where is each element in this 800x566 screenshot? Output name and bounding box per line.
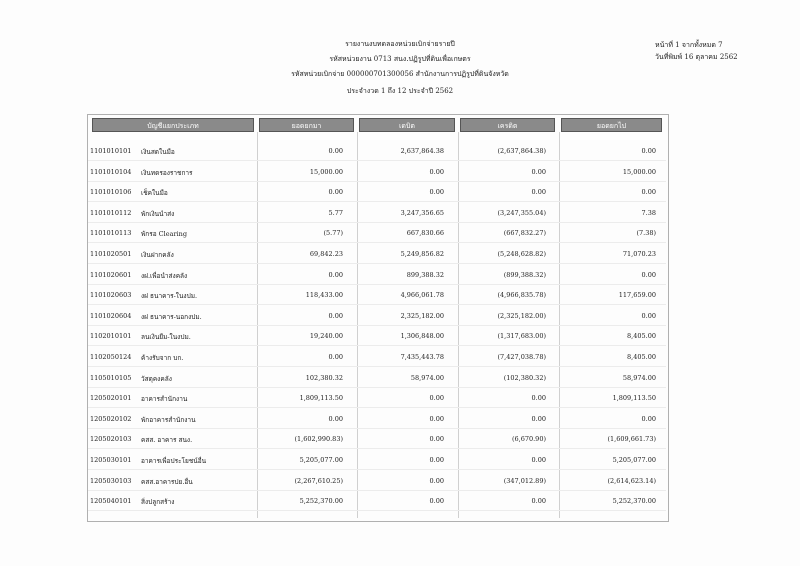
credit-value: 0.00 bbox=[531, 167, 546, 176]
account-code: 1101020501 bbox=[90, 250, 132, 258]
table-row bbox=[88, 429, 666, 449]
agency-code: รหัสหน่วยงาน 0713 สนง.ปฏิรูปที่ดินเพื่อเกษตร bbox=[329, 55, 471, 63]
account-code: 1205030103 bbox=[90, 476, 132, 485]
print-date: วันที่พิมพ์ 16 ตุลาคม 2562 bbox=[655, 53, 738, 61]
brought-forward-value: 5,205,077.00 bbox=[299, 456, 343, 464]
credit-value: (6,670.90) bbox=[511, 435, 546, 444]
brought-forward-value: 0.00 bbox=[328, 311, 343, 320]
credit-value: (2,325,182.00) bbox=[497, 311, 546, 320]
account-code: 1205040101 bbox=[90, 497, 132, 506]
credit-value: (899,388.32) bbox=[503, 270, 546, 279]
debit-value: 0.00 bbox=[429, 435, 444, 444]
carried-forward-value: 0.00 bbox=[641, 270, 656, 279]
account-code: 1102050124 bbox=[90, 353, 132, 361]
account-code: 1101020603 bbox=[90, 291, 132, 300]
credit-value: 0.00 bbox=[531, 497, 546, 506]
account-name: เช็คในมือ bbox=[141, 189, 168, 198]
debit-value: 899,388.32 bbox=[406, 270, 444, 279]
table-row bbox=[88, 306, 666, 326]
brought-forward-value: 102,380.32 bbox=[305, 373, 343, 382]
col-header-account: บัญชีแยกประเภท bbox=[92, 118, 254, 132]
carried-forward-value: 0.00 bbox=[641, 188, 656, 197]
account-code: 1105010105 bbox=[90, 373, 132, 382]
account-name: พักอาคารสำนักงาน bbox=[141, 415, 196, 424]
debit-value: 0.00 bbox=[429, 188, 444, 197]
carried-forward-value: 58,974.00 bbox=[622, 373, 656, 382]
carried-forward-value: 1,809,113.50 bbox=[612, 394, 656, 403]
table-row bbox=[88, 368, 666, 388]
account-name: อาคารสำนักงาน bbox=[141, 395, 188, 404]
table-row bbox=[88, 409, 666, 429]
credit-value: 0.00 bbox=[531, 414, 546, 423]
account-code: 1101010106 bbox=[90, 188, 132, 197]
brought-forward-value: (5.77) bbox=[323, 229, 343, 238]
brought-forward-value: 15,000.00 bbox=[309, 167, 343, 176]
account-name: พักรอ Clearing bbox=[141, 230, 187, 239]
debit-value: 2,325,182.00 bbox=[400, 311, 444, 320]
account-name: งฝ.เพื่อนำส่งคลัง bbox=[141, 271, 188, 280]
debit-value: 58,974.00 bbox=[410, 373, 444, 382]
account-name: ค้างรับจาก บก. bbox=[141, 354, 184, 362]
table-row bbox=[88, 326, 666, 346]
account-name: คสส. อาคาร สนง. bbox=[141, 436, 193, 445]
account-name: วัสดุคงคลัง bbox=[141, 374, 172, 383]
report-title: รายงานงบทดลองหน่วยเบิกจ่ายรายปี bbox=[345, 40, 455, 48]
account-code: 1102010101 bbox=[90, 332, 132, 341]
debit-value: 0.00 bbox=[429, 394, 444, 403]
debit-value: 7,435,443.78 bbox=[400, 353, 444, 361]
debit-value: 667,830.66 bbox=[406, 229, 444, 238]
account-code: 1101020604 bbox=[90, 311, 132, 320]
carried-forward-value: 0.00 bbox=[641, 311, 656, 320]
carried-forward-value: (7.38) bbox=[636, 229, 656, 238]
debit-value: 5,249,856.82 bbox=[400, 250, 444, 258]
carried-forward-value: 5,205,077.00 bbox=[612, 456, 656, 464]
debit-value: 0.00 bbox=[429, 497, 444, 506]
account-code: 1101010101 bbox=[90, 147, 132, 155]
carried-forward-value: 0.00 bbox=[641, 414, 656, 423]
carried-forward-value: 117,659.00 bbox=[618, 291, 656, 300]
account-name: อาคารเพื่อประโยชน์อื่น bbox=[141, 457, 207, 465]
table-row bbox=[88, 223, 666, 243]
debit-value: 0.00 bbox=[429, 456, 444, 464]
debit-value: 4,966,061.78 bbox=[400, 291, 444, 300]
account-code: 1101020601 bbox=[90, 270, 132, 279]
brought-forward-value: 5,252,370.00 bbox=[299, 497, 343, 506]
credit-value: (1,317,683.00) bbox=[497, 332, 546, 341]
disbursement-unit: รหัสหน่วยเบิกจ่าย 000000701300056 สำนักงานการปฏิรูปที่ดินจังหวัด bbox=[291, 70, 509, 78]
debit-value: 0.00 bbox=[429, 167, 444, 176]
table-row bbox=[88, 244, 666, 264]
account-code: 1205020103 bbox=[90, 435, 132, 444]
credit-value: (3,247,355.04) bbox=[497, 208, 546, 217]
carried-forward-value: 15,000.00 bbox=[622, 167, 656, 176]
credit-value: (667,832.27) bbox=[503, 229, 546, 238]
carried-forward-value: (1,609,661.73) bbox=[607, 435, 656, 444]
brought-forward-value: 5.77 bbox=[328, 208, 343, 217]
col-header-credit: เครดิต bbox=[460, 118, 555, 132]
table-row bbox=[88, 450, 666, 470]
col-header-debit: เดบิต bbox=[359, 118, 455, 132]
credit-value: 0.00 bbox=[531, 188, 546, 197]
account-code: 1101010104 bbox=[90, 167, 132, 176]
account-code: 1101010113 bbox=[90, 229, 132, 238]
col-header-carried-forward: ยอดยกไป bbox=[561, 118, 662, 132]
table-row bbox=[88, 203, 666, 223]
credit-value: (347,012.89) bbox=[503, 476, 546, 485]
credit-value: (102,380.32) bbox=[503, 373, 546, 382]
account-name: เงินฝากคลัง bbox=[141, 251, 174, 259]
account-code: 1205030101 bbox=[90, 456, 132, 464]
account-name: สิ่งปลูกสร้าง bbox=[141, 498, 175, 507]
table-row bbox=[88, 265, 666, 285]
col-header-brought-forward: ยอดยกมา bbox=[259, 118, 354, 132]
carried-forward-value: 71,070.23 bbox=[622, 250, 656, 258]
account-name: ลนเงินยืม-ในงปม. bbox=[141, 333, 191, 342]
carried-forward-value: 0.00 bbox=[641, 147, 656, 155]
period: ประจำงวด 1 ถึง 12 ประจำปี 2562 bbox=[346, 87, 454, 95]
carried-forward-value: 7.38 bbox=[641, 208, 656, 217]
brought-forward-value: 0.00 bbox=[328, 414, 343, 423]
table-row bbox=[88, 471, 666, 491]
credit-value: (4,966,835.78) bbox=[497, 291, 546, 300]
account-name: เงินสดในมือ bbox=[141, 148, 175, 156]
debit-value: 0.00 bbox=[429, 476, 444, 485]
brought-forward-value: 69,842.23 bbox=[309, 250, 343, 258]
carried-forward-value: 8,405.00 bbox=[627, 332, 656, 341]
table-row bbox=[88, 491, 666, 511]
brought-forward-value: 0.00 bbox=[328, 188, 343, 197]
credit-value: (5,248,628.82) bbox=[497, 250, 546, 258]
brought-forward-value: 1,809,113.50 bbox=[299, 394, 343, 403]
table-row bbox=[88, 285, 666, 305]
debit-value: 3,247,356.65 bbox=[400, 208, 444, 217]
account-name: พักเงินนำส่ง bbox=[141, 209, 175, 218]
brought-forward-value: 118,433.00 bbox=[305, 291, 343, 300]
carried-forward-value: 8,405.00 bbox=[627, 353, 656, 361]
brought-forward-value: 0.00 bbox=[328, 270, 343, 279]
page-number: หน้าที่ 1 จากทั้งหมด 7 bbox=[655, 41, 723, 49]
brought-forward-value: 19,240.00 bbox=[309, 332, 343, 341]
debit-value: 1,306,848.00 bbox=[400, 332, 444, 341]
credit-value: 0.00 bbox=[531, 394, 546, 403]
table-row bbox=[88, 347, 666, 367]
table-row bbox=[88, 141, 666, 161]
table-row bbox=[88, 162, 666, 182]
account-name: งฝ ธนาคาร-ในงปม. bbox=[141, 292, 198, 301]
debit-value: 2,637,864.38 bbox=[400, 147, 444, 155]
account-code: 1205020101 bbox=[90, 394, 132, 403]
credit-value: (2,637,864.38) bbox=[497, 147, 546, 155]
debit-value: 0.00 bbox=[429, 414, 444, 423]
carried-forward-value: (2,614,623.14) bbox=[607, 476, 656, 485]
brought-forward-value: 0.00 bbox=[328, 147, 343, 155]
carried-forward-value: 5,252,370.00 bbox=[612, 497, 656, 506]
credit-value: (7,427,038.78) bbox=[497, 353, 546, 361]
account-name: คสส.อาคารปย.อื่น bbox=[141, 477, 193, 486]
brought-forward-value: 0.00 bbox=[328, 353, 343, 361]
brought-forward-value: (2,267,610.25) bbox=[294, 476, 343, 485]
account-code: 1205020102 bbox=[90, 414, 132, 423]
brought-forward-value: (1,602,990.83) bbox=[294, 435, 343, 444]
account-code: 1101010112 bbox=[90, 208, 132, 217]
table-row bbox=[88, 182, 666, 202]
account-name: งฝ ธนาคาร-นอกงปม. bbox=[141, 312, 202, 321]
table-row bbox=[88, 388, 666, 408]
credit-value: 0.00 bbox=[531, 456, 546, 464]
account-name: เงินทดรองราชการ bbox=[141, 168, 193, 177]
